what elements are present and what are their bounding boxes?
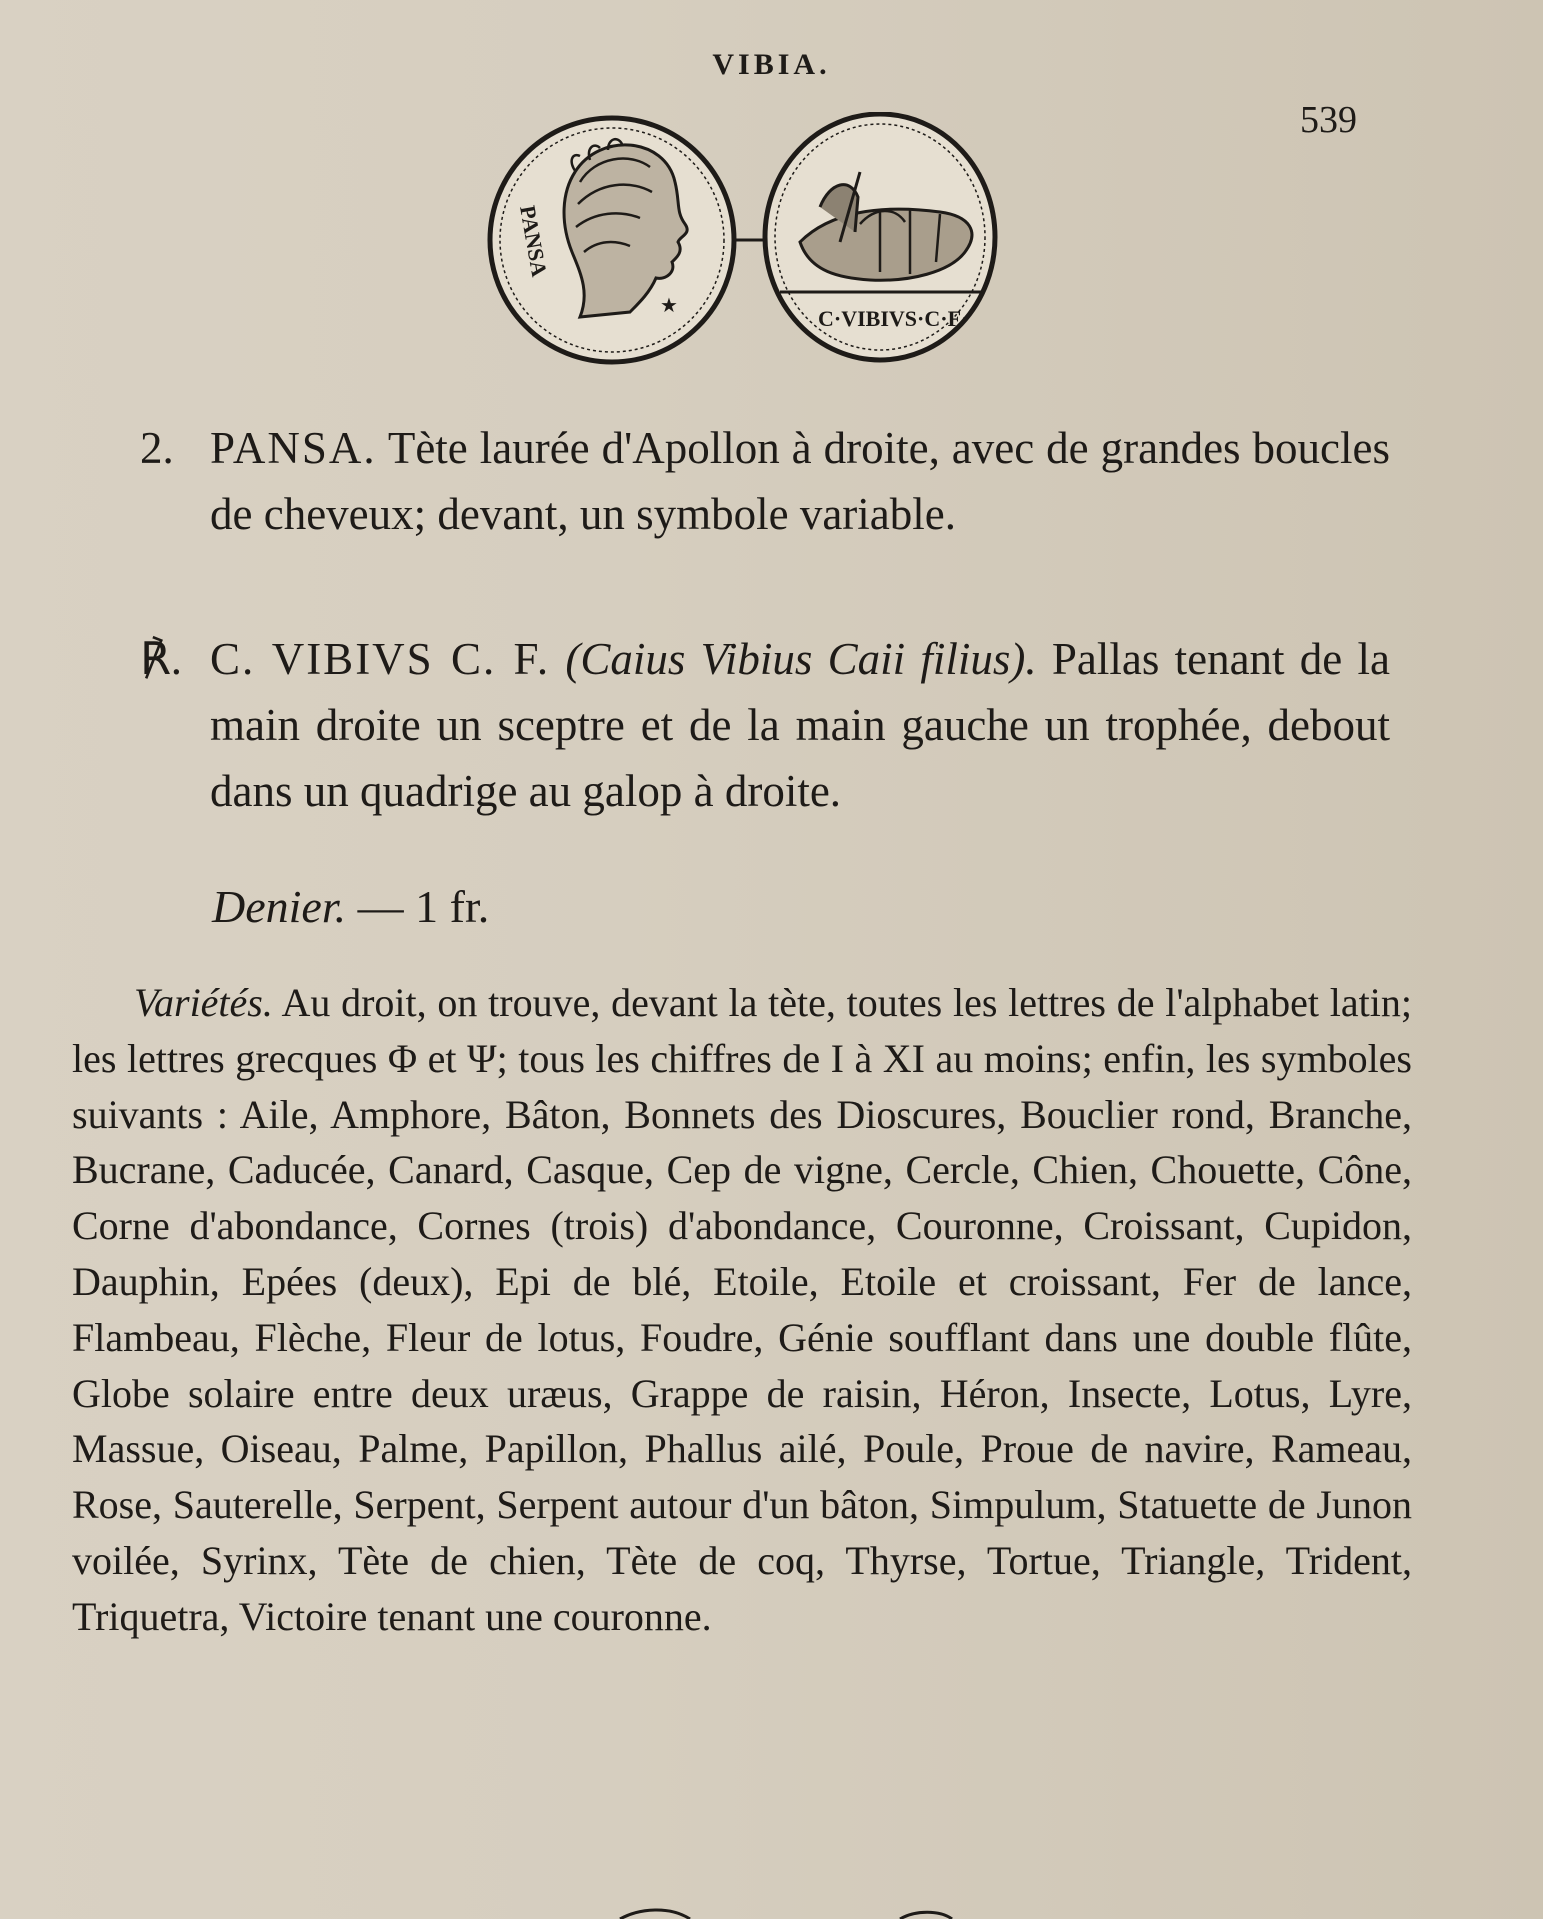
reverse-legend-text: C. VIBIVS C. F. bbox=[210, 634, 551, 684]
running-head: VIBIA. bbox=[712, 48, 831, 81]
reverse-description bbox=[140, 626, 1390, 824]
denomination bbox=[212, 880, 489, 933]
reverse-text: Pallas tenant de la main droite un sceptre et de la main gauche un trophée, debout dans un quadrige au galop à droite. bbox=[210, 634, 1390, 816]
denomination-value: — 1 fr. bbox=[357, 881, 490, 932]
obverse-legend: PANSA bbox=[515, 203, 553, 279]
varieties-text: Au droit, on trouve, devant la tète, toutes les lettres de l'alphabet latin; les lettres grecques Φ et Ψ; tous les chiffres de I à XI au moins; enfin, les symboles suivants : Aile, Amphore, Bâton, Bonnets des Dioscures, Bouclier rond, Branche, Bucrane, Caducée, Canard, Casque, Cep de vigne, Cercle, Chien, Chouette, Cône, Corne d'abondance, Cornes (trois) d'abondance, Couronne, Croissant, Cupidon, Dauphin, Epées (deux), Epi de blé, Etoile, Etoile et croissant, Fer de lance, Flambeau, Flèche, Fleur de lotus, Foudre, Génie soufflant dans une double flûte, Globe solaire entre deux uræus, Grappe de raisin, Héron, Insecte, Lotus, Lyre, Massue, Oiseau, Palme, Papillon, Phallus ailé, Poule, Proue de navire, Rameau, Rose, Sauterelle, Serpent, Serpent autour d'un bâton, Simpulum, Statuette de Junon voilée, Syrinx, Tète de chien, Tète de coq, Thyrse, Tortue, Triangle, Trident, Triquetra, Victoire tenant une couronne. bbox=[72, 980, 1412, 1639]
reverse-coin bbox=[765, 114, 995, 360]
entry-number: 2. bbox=[140, 423, 174, 473]
next-page-ornament bbox=[580, 1900, 1080, 1919]
varieties-paragraph bbox=[72, 975, 1412, 1645]
coin-illustration bbox=[480, 112, 1020, 372]
reverse-legend: C·VIBIVS·C·F· bbox=[818, 306, 969, 331]
star-symbol: ★ bbox=[660, 293, 678, 317]
varieties-label: Variétés. bbox=[134, 980, 273, 1025]
obverse-legend-text: PANSA. bbox=[210, 423, 377, 473]
obverse-text: Tète laurée d'Apollon à droite, avec de grandes boucles de cheveux; devant, un symbole variable. bbox=[210, 423, 1390, 539]
reverse-latin-expansion: (Caius Vibius Caii filius). bbox=[565, 634, 1037, 684]
reverse-mark: ℟. bbox=[140, 634, 183, 684]
page-number: 539 bbox=[1300, 99, 1357, 141]
coin-illustration-svg bbox=[480, 112, 1020, 372]
obverse-description bbox=[140, 415, 1390, 547]
obverse-coin bbox=[490, 118, 734, 362]
denomination-name: Denier. bbox=[212, 881, 347, 932]
